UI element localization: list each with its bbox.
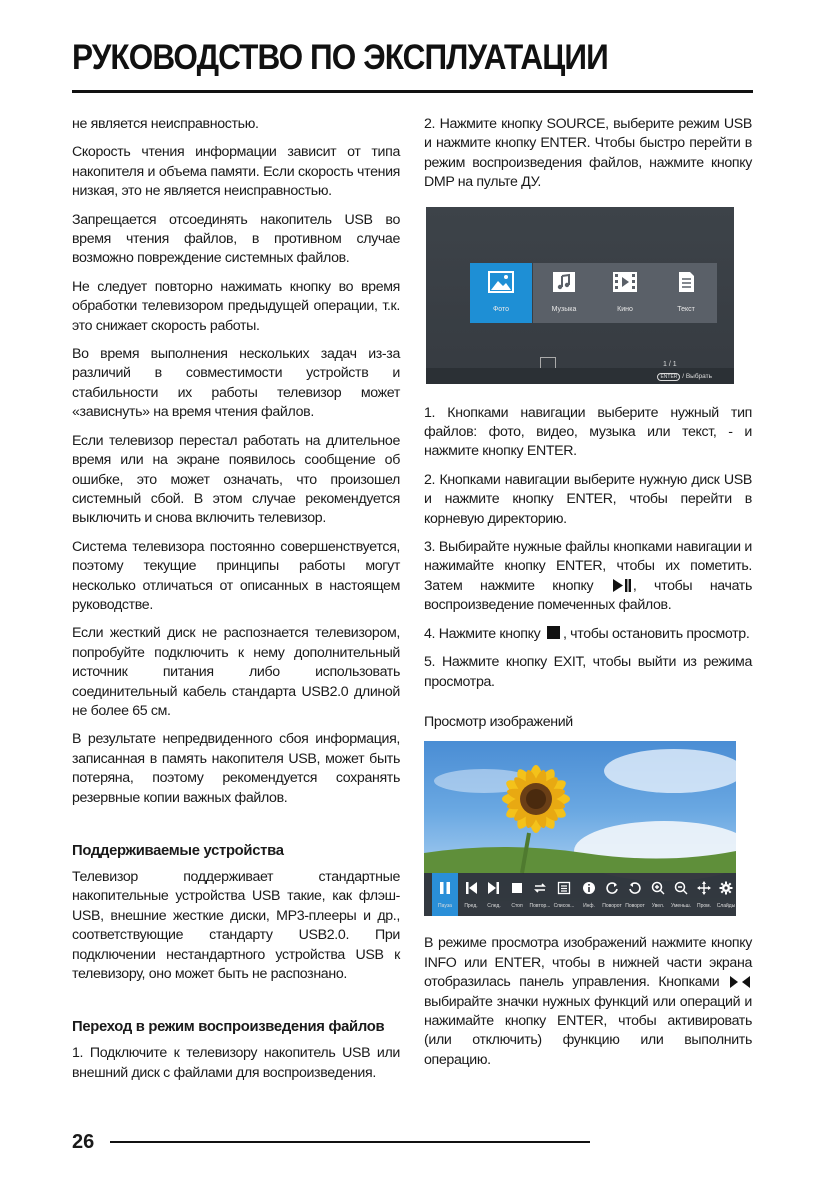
rotate-counterclockwise-icon: [628, 881, 642, 895]
next-button[interactable]: След.: [481, 873, 507, 916]
title-divider: [72, 90, 753, 93]
info-button[interactable]: Инф.: [576, 873, 602, 916]
slideshow-settings-button[interactable]: Слайды: [713, 873, 736, 916]
document-icon: [673, 271, 699, 293]
section-heading-playback-mode: Переход в режим воспроизведения файлов: [72, 1019, 385, 1036]
section-heading-supported-devices: Поддерживаемые устройства: [72, 843, 284, 859]
list-icon: [557, 881, 571, 895]
paragraph: 2. Нажмите кнопку SOURCE, выберите режим USB и нажмите кнопку ENTER. Чтобы быстро перейти в режим воспроизведения файлов, нажмите кнопку DMP на пульте ДУ.: [424, 116, 752, 191]
menu-tile-movie: Кино: [594, 263, 656, 323]
film-icon: [612, 271, 638, 293]
paragraph: Телевизор поддерживает стандартные накопительные устройства USB такие, как флэш-USB, внешние жесткие диски, MP3-плееры и др., соответствующие стандарту USB2.0. При подключении нестандартного устройства USB к телевизору, оно может быть не распознано.: [72, 869, 400, 983]
step: 4. Нажмите кнопку , чтобы остановить просмотр.: [424, 625, 750, 642]
rotate-cw-button[interactable]: Поворот: [599, 873, 625, 916]
pause-icon: [438, 881, 452, 895]
repeat-icon: [533, 881, 547, 895]
footer-divider: [110, 1141, 590, 1143]
enter-hint: ENTER / Выбрать: [657, 373, 712, 381]
pause-button[interactable]: Пауза: [432, 873, 458, 916]
paragraph: Скорость чтения информации зависит от типа накопителя и объема памяти. Если скорость чтения низкая, это не является неисправностью.: [72, 144, 400, 200]
stop-icon: [510, 881, 524, 895]
paragraph: 1. Подключите к телевизору накопитель USB или внешний диск с файлами для воспроизведения.: [72, 1045, 400, 1081]
zoom-out-icon: [674, 881, 688, 895]
right-column: [424, 115, 752, 1079]
zoom-in-icon: [651, 881, 665, 895]
paragraph: Запрещается отсоединять накопитель USB во время чтения файлов, в противном случае возможно повреждение системных файлов.: [72, 211, 400, 267]
usb-menu-screenshot: [426, 207, 734, 384]
page-number: 26: [72, 1131, 95, 1153]
step: 2. Кнопками навигации выберите нужную диск USB и нажмите кнопку ENTER, чтобы перейти в корневую директорию.: [424, 471, 752, 527]
music-icon: [551, 271, 577, 293]
page-indicator: 1 / 1: [663, 360, 677, 368]
play-pause-icon: [613, 579, 631, 592]
step: 3. Выбирайте нужные файлы кнопками навигации и нажимайте кнопку ENTER, чтобы их пометить. Затем нажмите кнопку , чтобы начать воспроизведение помеченных файлов.: [424, 539, 752, 614]
paragraph: Если телевизор перестал работать на длительное время или на экране появилось сообщение об ошибке, это может означать, что произошел системный сбой. В этом случае рекомендуется выключить и снова включить телевизор.: [72, 432, 400, 527]
zoom-out-button[interactable]: Уменьш.: [668, 873, 694, 916]
playlist-button[interactable]: Список...: [551, 873, 577, 916]
skip-previous-icon: [464, 881, 478, 895]
rotate-clockwise-icon: [605, 881, 619, 895]
left-right-arrows-icon: [730, 976, 750, 988]
step: 1. Кнопками навигации выберите нужный тип файлов: фото, видео, музыка или текст, - и нажмите кнопку ENTER.: [424, 404, 752, 460]
paragraph: не является неисправностью.: [72, 116, 259, 132]
gear-icon: [719, 881, 733, 895]
stop-icon: [547, 626, 560, 639]
photo-icon: [488, 271, 514, 293]
page-title: РУКОВОДСТВО ПО ЭКСПЛУАТАЦИИ: [72, 38, 608, 77]
menu-tile-text: Текст: [655, 263, 717, 323]
paragraph: Во время выполнения нескольких задач из-за различий в совместимости устройств и стабильности их работы телевизор может «зависнуть» на время чтения файлов.: [72, 346, 400, 421]
photo-viewer-screenshot: [424, 741, 736, 916]
menu-tile-music: Музыка: [533, 263, 595, 323]
control-panel: [424, 873, 736, 916]
repeat-button[interactable]: Повтор...: [527, 873, 553, 916]
previous-button[interactable]: Пред.: [458, 873, 484, 916]
info-icon: [582, 881, 596, 895]
paragraph: Если жесткий диск не распознается телевизором, попробуйте подключить к нему дополнительный источник питания либо использовать соединительный кабель стандарта USB2.0 длиной не более 65 см.: [72, 625, 400, 719]
zoom-in-button[interactable]: Увел.: [645, 873, 671, 916]
menu-tile-photo: Фото: [470, 263, 532, 323]
paragraph: В режиме просмотра изображений нажмите кнопку INFO или ENTER, чтобы в нижней части экрана отобразилась панель управления. Кнопками выбирайте значки нужных функций или операций и нажимайте кнопку ENTER, чтобы активировать (или отключить) функцию или выполнить операцию.: [424, 935, 752, 1068]
skip-next-icon: [487, 881, 501, 895]
paragraph: В результате непредвиденного сбоя информация, записанная в память накопителя USB, может быть потеряна, поэтому рекомендуется сохранять резервные копии важных файлов.: [72, 731, 400, 806]
pan-button[interactable]: Пром.: [691, 873, 717, 916]
step: 5. Нажмите кнопку EXIT, чтобы выйти из режима просмотра.: [424, 654, 752, 690]
paragraph: Не следует повторно нажимать кнопку во время обработки телевизором предыдущей операции, т.к. это снижает скорость работы.: [72, 278, 400, 334]
left-column: [72, 115, 400, 1092]
paragraph: Система телевизора постоянно совершенствуется, поэтому текущие принципы работы могут несколько отличаться от описанных в настоящем руководстве.: [72, 538, 400, 613]
stop-button[interactable]: Стоп: [504, 873, 530, 916]
rotate-ccw-button[interactable]: Поворот: [622, 873, 648, 916]
move-arrows-icon: [697, 881, 711, 895]
section-heading-image-viewing: Просмотр изображений: [424, 713, 573, 730]
